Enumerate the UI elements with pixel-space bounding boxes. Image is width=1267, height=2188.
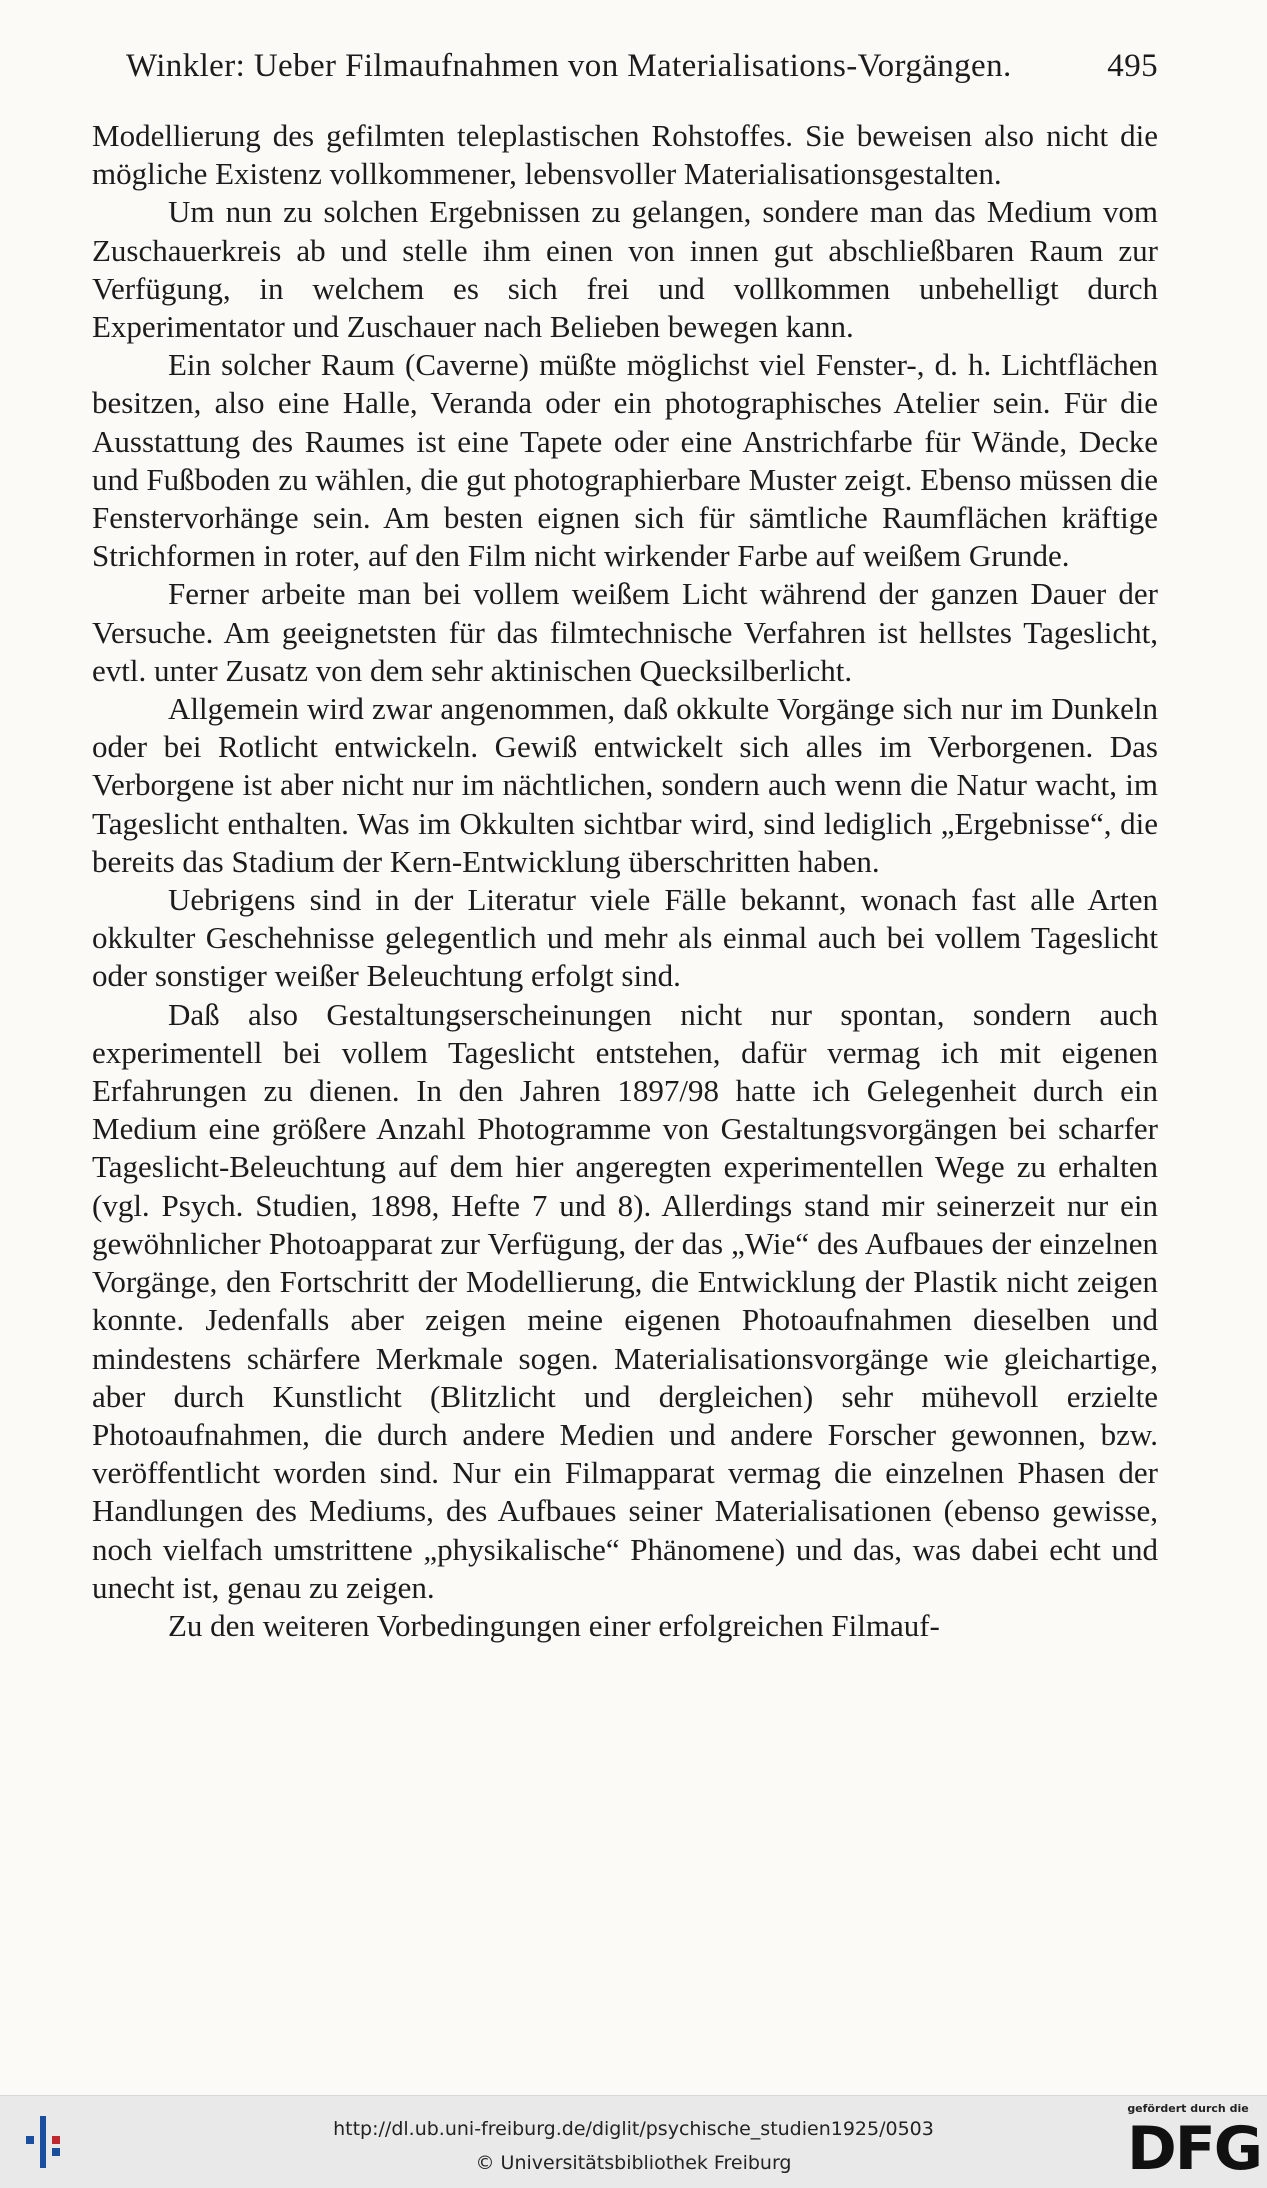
paragraph: Daß also Gestaltungserscheinungen nicht nur spontan, sondern auch experimentell bei vollem Tageslicht entstehen, dafür vermag ich mit eigenen Erfahrungen zu dienen. In den Jahren 1897/98 hatte ich Gelegenheit durch ein Medium eine größere Anzahl Photogramme von Gestaltungsvorgängen bei scharfer Tageslicht-Beleuchtung auf dem hier angeregten experimentellen Wege zu erhalten (vgl. Psych. Studien, 1898, Hefte 7 und 8). Allerdings stand mir seinerzeit nur ein gewöhnlicher Photoapparat zur Verfügung, der das „Wie“ des Aufbaues der einzelnen Vorgänge, den Fortschritt der Modellierung, die Entwicklung der Plastik nicht zeigen konnte. Jedenfalls aber zeigen meine eigenen Photoaufnahmen dieselben und mindestens schärfere Merkmale sogen. Materialisationsvorgänge wie gleichartige, aber durch Kunstlicht (Blitzlicht und dergleichen) sehr mühevoll erzielte Photoaufnahmen, die durch andere Medien und andere Forscher gewonnen, bzw. veröffentlicht worden sind. Nur ein Filmapparat vermag die einzelnen Phasen der Handlungen des Mediums, des Aufbaues seiner Materialisationen (ebenso gewisse, noch vielfach umstrittene „physikalische“ Phänomene) und das, was dabei echt und unecht ist, genau zu zeigen. [92, 996, 1158, 1605]
page-number: 495 [1107, 48, 1158, 84]
running-title: Winkler: Ueber Filmaufnahmen von Materialisations-Vorgängen. [126, 48, 1012, 84]
paragraph: Zu den weiteren Vorbedingungen einer erfolgreichen Filmauf- [168, 1607, 940, 1643]
page-header [126, 48, 1158, 85]
body-text [92, 117, 1158, 1645]
funder-note: gefördert durch die [1127, 2102, 1249, 2115]
source-url[interactable]: http://dl.ub.uni-freiburg.de/diglit/psychische_studien1925/0503 [333, 2118, 934, 2140]
paragraph: Ferner arbeite man bei vollem weißem Licht während der ganzen Dauer der Versuche. Am geeignetsten für das filmtechnische Verfahren ist hellstes Tageslicht, evtl. unter Zusatz von dem sehr aktinischen Quecksilberlicht. [92, 576, 1158, 688]
footer-bar [0, 2095, 1267, 2188]
paragraph: Allgemein wird zwar angenommen, daß okkulte Vorgänge sich nur im Dunkeln oder bei Rotlicht entwickeln. Gewiß entwickelt sich alles im Verborgenen. Das Verborgene ist aber nicht nur im nächtlichen, sondern auch wenn die Natur wacht, im Tageslicht enthalten. Was im Okkulten sichtbar wird, sind lediglich „Ergebnisse“, die bereits das Stadium der Kern-Entwicklung überschritten haben. [92, 691, 1158, 879]
paragraph: Ein solcher Raum (Caverne) müßte möglichst viel Fenster-, d. h. Lichtflächen besitzen, also eine Halle, Veranda oder ein photographisches Atelier sein. Für die Ausstattung des Raumes ist eine Tapete oder eine Anstrichfarbe für Wände, Decke und Fußboden zu wählen, die gut photographierbare Muster zeigt. Ebenso müssen die Fenstervorhänge sein. Am besten eignen sich für sämtliche Raumflächen kräftige Strichformen in roter, auf den Film nicht wirkender Farbe auf weißem Grunde. [92, 347, 1158, 574]
paragraph: Um nun zu solchen Ergebnissen zu gelangen, sondere man das Medium vom Zuschauerkreis ab und stelle ihm einen von innen gut abschließbaren Raum zur Verfügung, in welchem es sich frei und vollkommen unbehelligt durch Experimentator und Zuschauer nach Belieben bewegen kann. [92, 194, 1158, 345]
paragraph: Uebrigens sind in der Literatur viele Fälle bekannt, wonach fast alle Arten okkulter Geschehnisse gelegentlich und mehr als einmal auch bei vollem Tageslicht oder sonstiger weißer Beleuchtung erfolgt sind. [92, 882, 1158, 994]
dfg-funding-logo [1123, 2102, 1262, 2184]
paragraph: Modellierung des gefilmten teleplastischen Rohstoffes. Sie beweisen also nicht die mögliche Existenz vollkommener, lebensvoller Materialisationsgestalten. [92, 118, 1158, 192]
copyright-notice: © Universitätsbibliothek Freiburg [475, 2152, 792, 2174]
dfg-logo-icon: DFG [1127, 2114, 1262, 2184]
